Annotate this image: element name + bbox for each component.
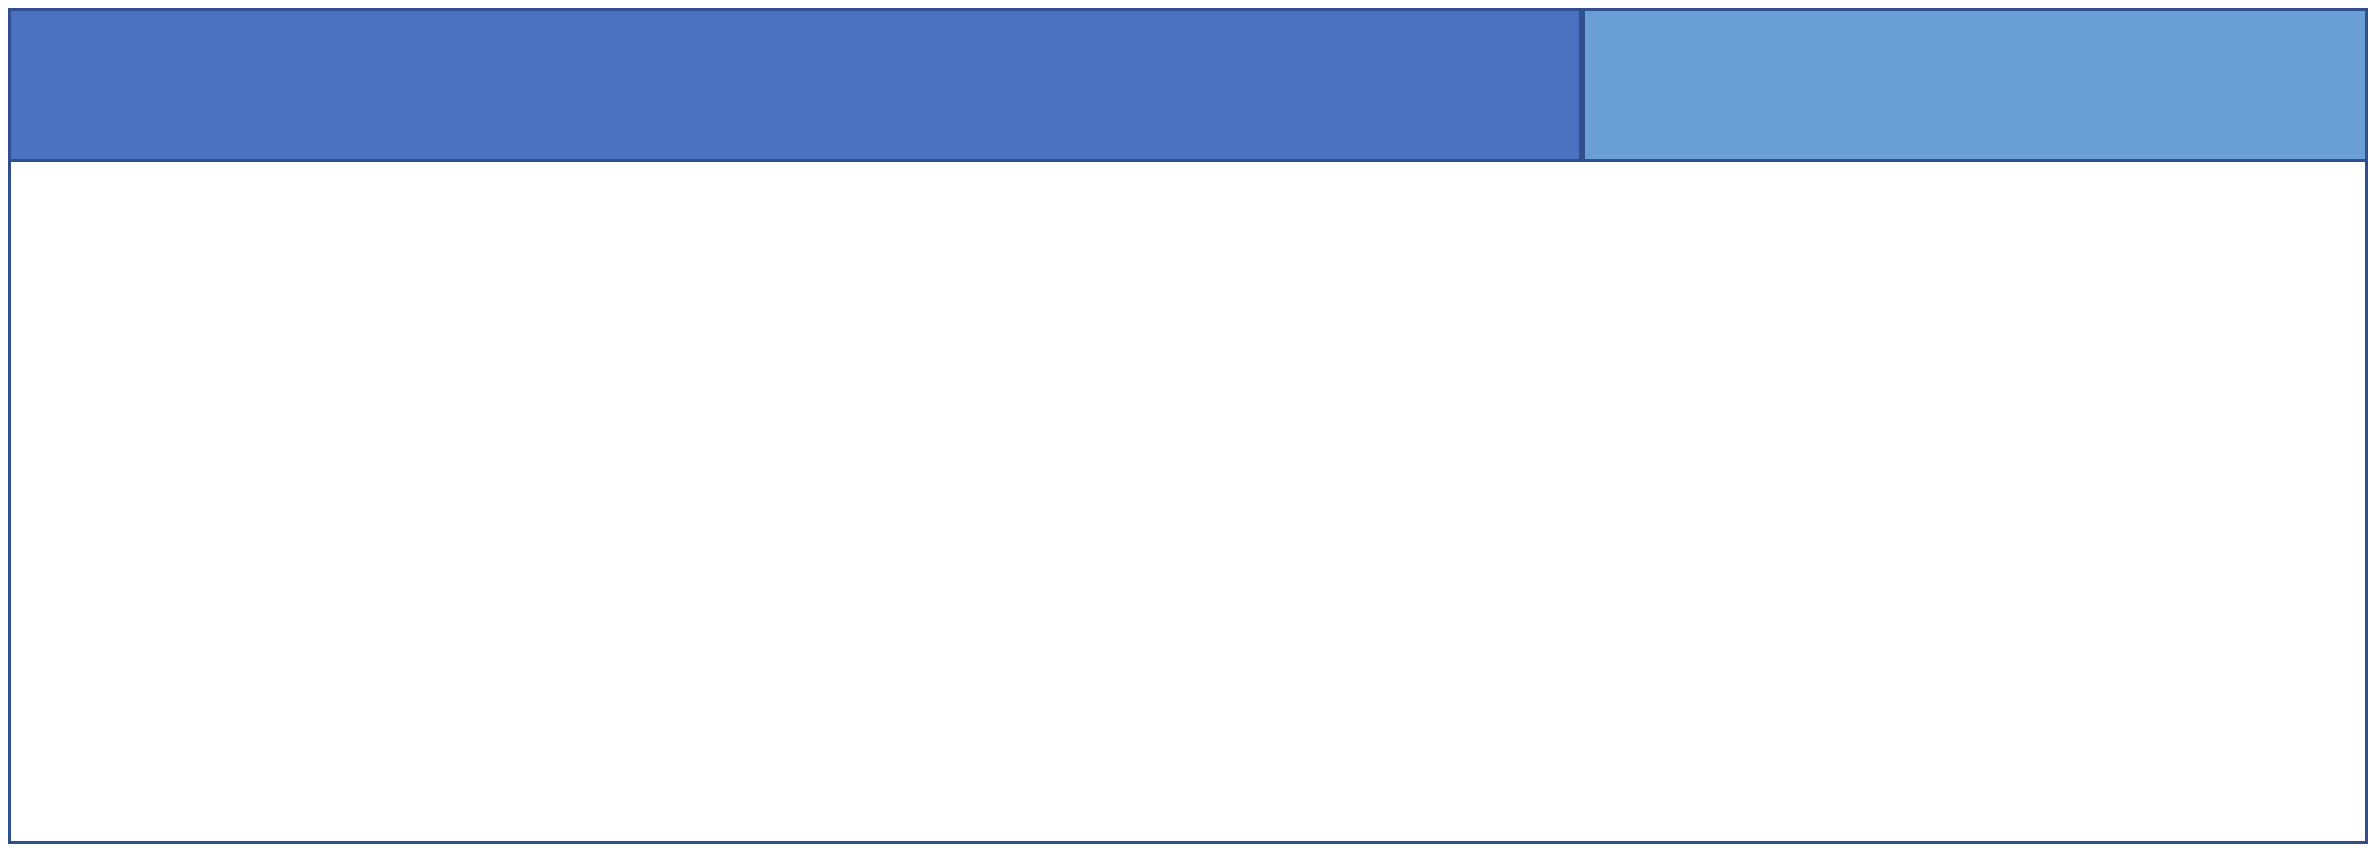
header-right (1582, 8, 2368, 162)
header-left (8, 8, 1582, 162)
recommendation-table (8, 162, 2368, 844)
